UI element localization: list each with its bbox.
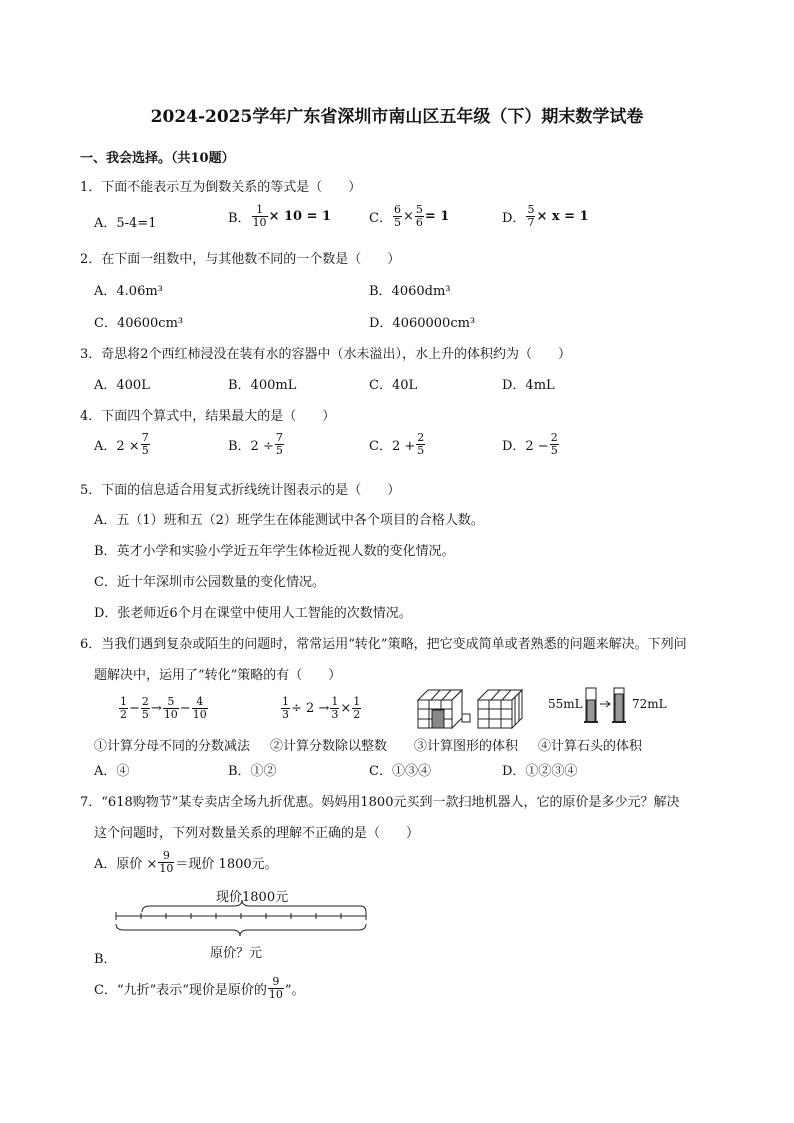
question-7-stem-line2: 这个问题时，下列对数量关系的理解不正确的是（ ）: [94, 826, 420, 841]
q1-option-d: D． $\frac{5}{7}$ × x = 1: [502, 203, 589, 229]
q6-caption-2: ②计算分数除以整数: [270, 739, 388, 754]
q5-option-a: A．五（1）班和五（2）班学生在体能测试中各个项目的合格人数。: [94, 513, 484, 528]
q6-figure-stone-volume: [582, 686, 632, 726]
question-2-stem: 2．在下面一组数中，与其他数不同的一个数是（ ）: [80, 252, 401, 267]
q6-volume-label-1: 55mL: [548, 697, 583, 711]
q1-option-a: A．5-4=1: [94, 216, 157, 231]
q1-option-c: C． $\frac{6}{5}$ × $\frac{5}{6}$ = 1: [369, 203, 450, 229]
q2-option-d: D．4060000cm³: [369, 316, 476, 331]
question-4-stem: 4．下面四个算式中，结果最大的是（ ）: [80, 409, 336, 424]
question-6-stem-line1: 6．当我们遇到复杂或陌生的问题时，常常运用“转化”策略，把它变成简单或者熟悉的问题来解决。下列问: [80, 637, 687, 652]
q3-option-d: D．4mL: [502, 378, 555, 393]
question-5-stem: 5．下面的信息适合用复式折线统计图表示的是（ ）: [80, 483, 401, 498]
q7-diagram-bottom-label: 原价？元: [210, 946, 263, 961]
q5-option-d: D．张老师近6个月在课堂中使用人工智能的次数情况。: [94, 606, 412, 621]
q3-option-b: B．400mL: [228, 378, 297, 393]
q6-option-d: D．①②③④: [502, 764, 578, 779]
q6-figure-fraction-division: $\frac{1}{3}$ ÷ 2 → $\frac{1}{3}$ × $\frac{1}{2}$: [282, 695, 361, 721]
q7-option-b: B．: [94, 952, 117, 967]
q6-caption-4: ④计算石头的体积: [538, 739, 643, 754]
q6-volume-label-2: 72mL: [632, 697, 667, 711]
q6-figure-fraction-subtraction: $\frac{1}{2}$ − $\frac{2}{5}$ → $\frac{5}{10}$ − $\frac{4}{10}$: [120, 695, 207, 721]
q1-option-b: B． $\frac{1}{10}$ × 10 = 1: [228, 203, 332, 229]
q6-caption-3: ③计算图形的体积: [414, 739, 519, 754]
question-3-stem: 3．奇思将2个西红柿浸没在装有水的容器中（水未溢出），水上升的体积约为（ ）: [80, 347, 572, 362]
q7-diagram-top-label: 现价1800元: [216, 890, 289, 905]
q2-option-c: C．40600cm³: [94, 316, 184, 331]
q6-option-a: A．④: [94, 764, 130, 779]
q6-caption-1: ①计算分母不同的分数减法: [94, 739, 251, 754]
question-7-stem-line1: 7．“618购物节”某专卖店全场九折优惠。妈妈用1800元买到一款扫地机器人，它的原价是多少元？解决: [80, 795, 680, 810]
q6-option-b: B．①②: [228, 764, 277, 779]
section-heading: 一、我会选择。（共10题）: [80, 151, 235, 166]
question-1-stem: 1．下面不能表示互为倒数关系的等式是（ ）: [80, 180, 362, 195]
q6-figure-cube-volume: [414, 686, 524, 730]
q4-option-c: C．2 + $\frac{2}{5}$: [369, 431, 425, 457]
q4-option-b: B．2 ÷ $\frac{7}{5}$: [228, 431, 283, 457]
q7-option-c: C．“九折”表示“现价是原价的 $\frac{9}{10}$ ”。: [94, 975, 305, 1001]
q7-option-a: A．原价 × $\frac{9}{10}$ ＝现价 1800元。: [94, 849, 278, 875]
q5-option-b: B．英才小学和实验小学近五年学生体检近视人数的变化情况。: [94, 544, 455, 559]
q7-segment-diagram: [114, 898, 370, 938]
q2-option-a: A．4.06m³: [94, 284, 163, 299]
q4-option-a: A．2 × $\frac{7}{5}$: [94, 431, 149, 457]
page-title: 2024-2025学年广东省深圳市南山区五年级（下）期末数学试卷: [150, 107, 644, 127]
q4-option-d: D．2 − $\frac{2}{5}$: [502, 431, 558, 457]
q5-option-c: C．近十年深圳市公园数量的变化情况。: [94, 575, 325, 590]
q3-option-c: C．40L: [369, 378, 418, 393]
q6-option-c: C．①③④: [369, 764, 431, 779]
question-6-stem-line2: 题解决中，运用了“转化”策略的有（ ）: [94, 668, 342, 683]
q3-option-a: A．400L: [94, 378, 150, 393]
q2-option-b: B．4060dm³: [369, 284, 451, 299]
